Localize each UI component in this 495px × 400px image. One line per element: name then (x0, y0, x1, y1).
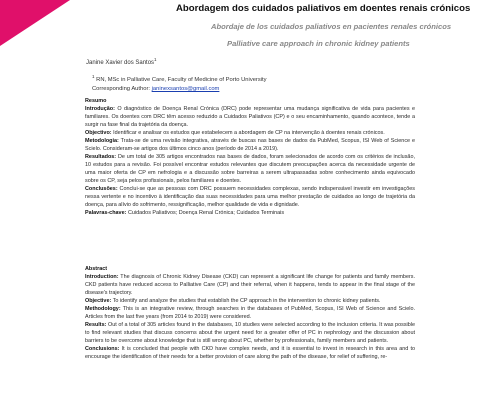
text: Conclui-se que as pessoas com DRC possuem necessidades complexas, sendo indispensável investir em investigações nessa vertente e no incentivo à identificação das suas necessidades para uma melhor prestação de cuidados ao longo de trajetória da doença, para alívio do sofrimento, ressignificação, melhor qualidade de vida e dignidade. (85, 186, 415, 208)
affiliation-mark: 1 (92, 74, 95, 79)
affiliation-text: RN, MSc in Palliative Care, Faculty of Medicine of Porto University (96, 76, 267, 83)
text: The diagnosis of Chronic Kidney Disease (CKD) can represent a significant life change for patients and family members. CKD patients have reduced access to Palliative Care (CP) and their referral, when it happens, tends to appear in the final stage of the disease's trajectory. (85, 274, 416, 296)
label: Resultados: (85, 154, 117, 160)
label: Metodologia: (85, 138, 119, 144)
abstract-section (85, 265, 415, 361)
article-title-english: Palliative care approach in chronic kidney patients (227, 39, 410, 48)
text: Identificar e analisar os estudos que estabelecem a abordagem de CP na intervenção à doentes renais crónicos. (113, 130, 385, 136)
text: Out of a total of 305 articles found in the databases, 10 studies were selected according to the inclusion criteria. It was possible to find relevant studies that discuss concerns about the urgent need for a greater offer of PC in nephrology and the discussion about barriers to be overcome about knowledge that is still wrong about PC, whether by professionals, family members and patients. (85, 322, 415, 344)
resumo-methodology (85, 137, 415, 153)
label: Palavras-chave: (85, 210, 127, 216)
resumo-results (85, 153, 415, 185)
abstract-methodology (85, 305, 415, 321)
resumo-heading: Resumo (85, 98, 107, 104)
abstract-heading: Abstract (85, 266, 108, 272)
abstract-objective (85, 297, 415, 305)
corresponding-line (92, 85, 267, 94)
text: It is concluded that people with CKD have complex needs, and it is essential to invest in research in this area and to encourage the identification of their needs for a better provision of care along the path of the disease, for relief of suffering, re- (85, 346, 416, 360)
abstract-results (85, 321, 415, 345)
text: Trata-se de uma revisão integrativa, através de buscas nas bases de dados da PubMed, Scopus, ISI Web of Science e Scielo. Consideram-se artigos dos últimos cinco anos (período de 2014 a 2019). (85, 138, 415, 152)
label: Methodology: (85, 306, 121, 312)
abstract-introduction (85, 273, 415, 297)
article-title: Abordagem dos cuidados paliativos em doentes renais crónicos (176, 3, 471, 14)
resumo-section (85, 97, 415, 217)
text: Cuidados Paliativos; Doença Renal Crónica; Cuidados Terminais (127, 210, 285, 216)
affiliation-block (92, 72, 267, 94)
text: This is an integrative review, through searches in the databases of PubMed, Scopus, ISI Web of Science and Scielo. Articles from the last five years (from 2014 to 2019) were considered. (85, 306, 415, 320)
label: Introdução: (85, 106, 115, 112)
article-title-spanish: Abordaje de los cuidados paliativos en pacientes renales crónicos (211, 22, 452, 31)
author-name: Janine Xavier dos Santos (86, 60, 155, 66)
corresponding-label: Corresponding Author: (92, 85, 151, 92)
author-email-link[interactable]: janinexsantos@gmail.com (151, 85, 220, 92)
resumo-conclusions (85, 185, 415, 209)
affiliation-line (92, 72, 267, 85)
corner-accent (0, 0, 70, 46)
author-line (86, 57, 157, 66)
abstract-conclusions (85, 345, 415, 361)
resumo-keywords (85, 209, 415, 217)
label: Conclusions: (85, 346, 120, 352)
text: To identify and analyze the studies that establish the CP approach in the intervention to chronic kidney patients. (112, 298, 381, 304)
resumo-objective (85, 129, 415, 137)
label: Results: (85, 322, 107, 328)
label: Objectivo: (85, 130, 112, 136)
text: O diagnóstico de Doença Renal Crónica (DRC) pode representar uma mudança significativa de vida para pacientes e familiares. Os doentes com DRC têm acesso reduzido a Cuidados Paliativos (CP) e o seu encaminhamento, quando acontece, tende a surgir na fase final da trajetória da doença. (85, 106, 415, 128)
label: Objective: (85, 298, 112, 304)
label: Conclusões: (85, 186, 118, 192)
author-mark: 1 (154, 57, 157, 62)
label: Introduction: (85, 274, 119, 280)
resumo-introduction (85, 105, 415, 129)
text: De um total de 305 artigos encontrados nas bases de dados, foram selecionados de acordo com os critérios de inclusão, 10 estudos para a revisão. Foi possível encontrar estudos relevantes que discutem preocupações acerca da necessidade urgente de uma maior oferta de CP em nefrologia e a discussão sobre barreiras a serem ultrapassadas sobre conhecimento ainda equivocado sobre os CP, seja pelos profissionais, pelos familiares e doentes. (85, 154, 415, 184)
